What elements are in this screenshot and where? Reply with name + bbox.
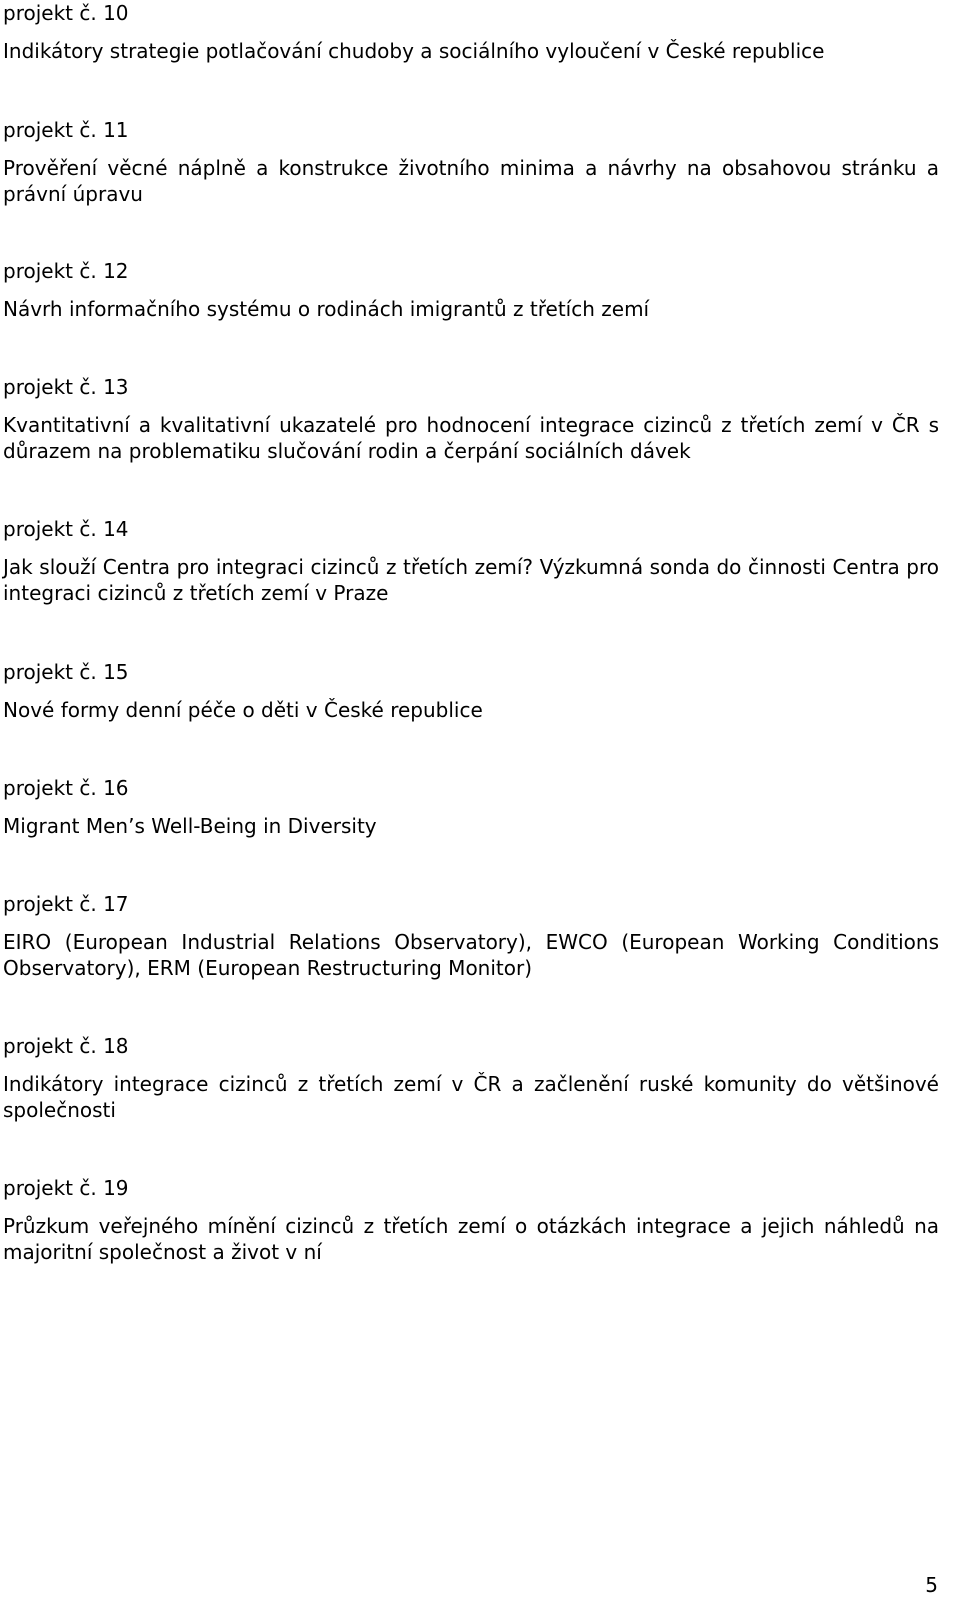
project-entry-18: [3, 1033, 939, 1123]
project-number: projekt č. 17: [3, 892, 129, 916]
project-number: projekt č. 12: [3, 259, 129, 283]
project-title: Nové formy denní péče o děti v České republice: [3, 698, 483, 722]
project-number: projekt č. 11: [3, 118, 129, 142]
project-entry-14: [3, 516, 939, 606]
project-entry-15: [3, 659, 939, 723]
project-title: Prověření věcné náplně a konstrukce životního minima a návrhy na obsahovou stránku a právní úpravu: [3, 156, 939, 206]
project-entry-11: [3, 117, 939, 207]
project-entry-17: [3, 891, 939, 981]
project-title: EIRO (European Industrial Relations Observatory), EWCO (European Working Conditions Observatory), ERM (European Restructuring Monitor): [3, 930, 939, 980]
project-title: Migrant Men’s Well-Being in Diversity: [3, 814, 377, 838]
project-entry-16: [3, 775, 939, 839]
page-number: 5: [925, 1573, 938, 1597]
project-number: projekt č. 15: [3, 660, 129, 684]
project-title: Jak slouží Centra pro integraci cizinců z třetích zemí? Výzkumná sonda do činnosti Centra pro integraci cizinců z třetích zemí v Praze: [3, 555, 939, 605]
project-number: projekt č. 10: [3, 1, 129, 25]
project-number: projekt č. 18: [3, 1034, 129, 1058]
project-entry-12: [3, 258, 939, 322]
project-title: Kvantitativní a kvalitativní ukazatelé pro hodnocení integrace cizinců z třetích zemí v ČR s důrazem na problematiku slučování rodin a čerpání sociálních dávek: [3, 413, 939, 463]
project-number: projekt č. 19: [3, 1176, 129, 1200]
project-number: projekt č. 13: [3, 375, 129, 399]
project-entry-19: [3, 1175, 939, 1265]
project-title: Indikátory integrace cizinců z třetích zemí v ČR a začlenění ruské komunity do většinové společnosti: [3, 1072, 939, 1122]
project-entry-13: [3, 374, 939, 464]
project-number: projekt č. 16: [3, 776, 129, 800]
project-title: Průzkum veřejného mínění cizinců z třetích zemí o otázkách integrace a jejich náhledů na majoritní společnost a život v ní: [3, 1214, 939, 1264]
project-number: projekt č. 14: [3, 517, 129, 541]
project-entry-10: [3, 0, 939, 64]
project-title: Indikátory strategie potlačování chudoby a sociálního vyloučení v České republice: [3, 39, 825, 63]
project-title: Návrh informačního systému o rodinách imigrantů z třetích zemí: [3, 297, 650, 321]
